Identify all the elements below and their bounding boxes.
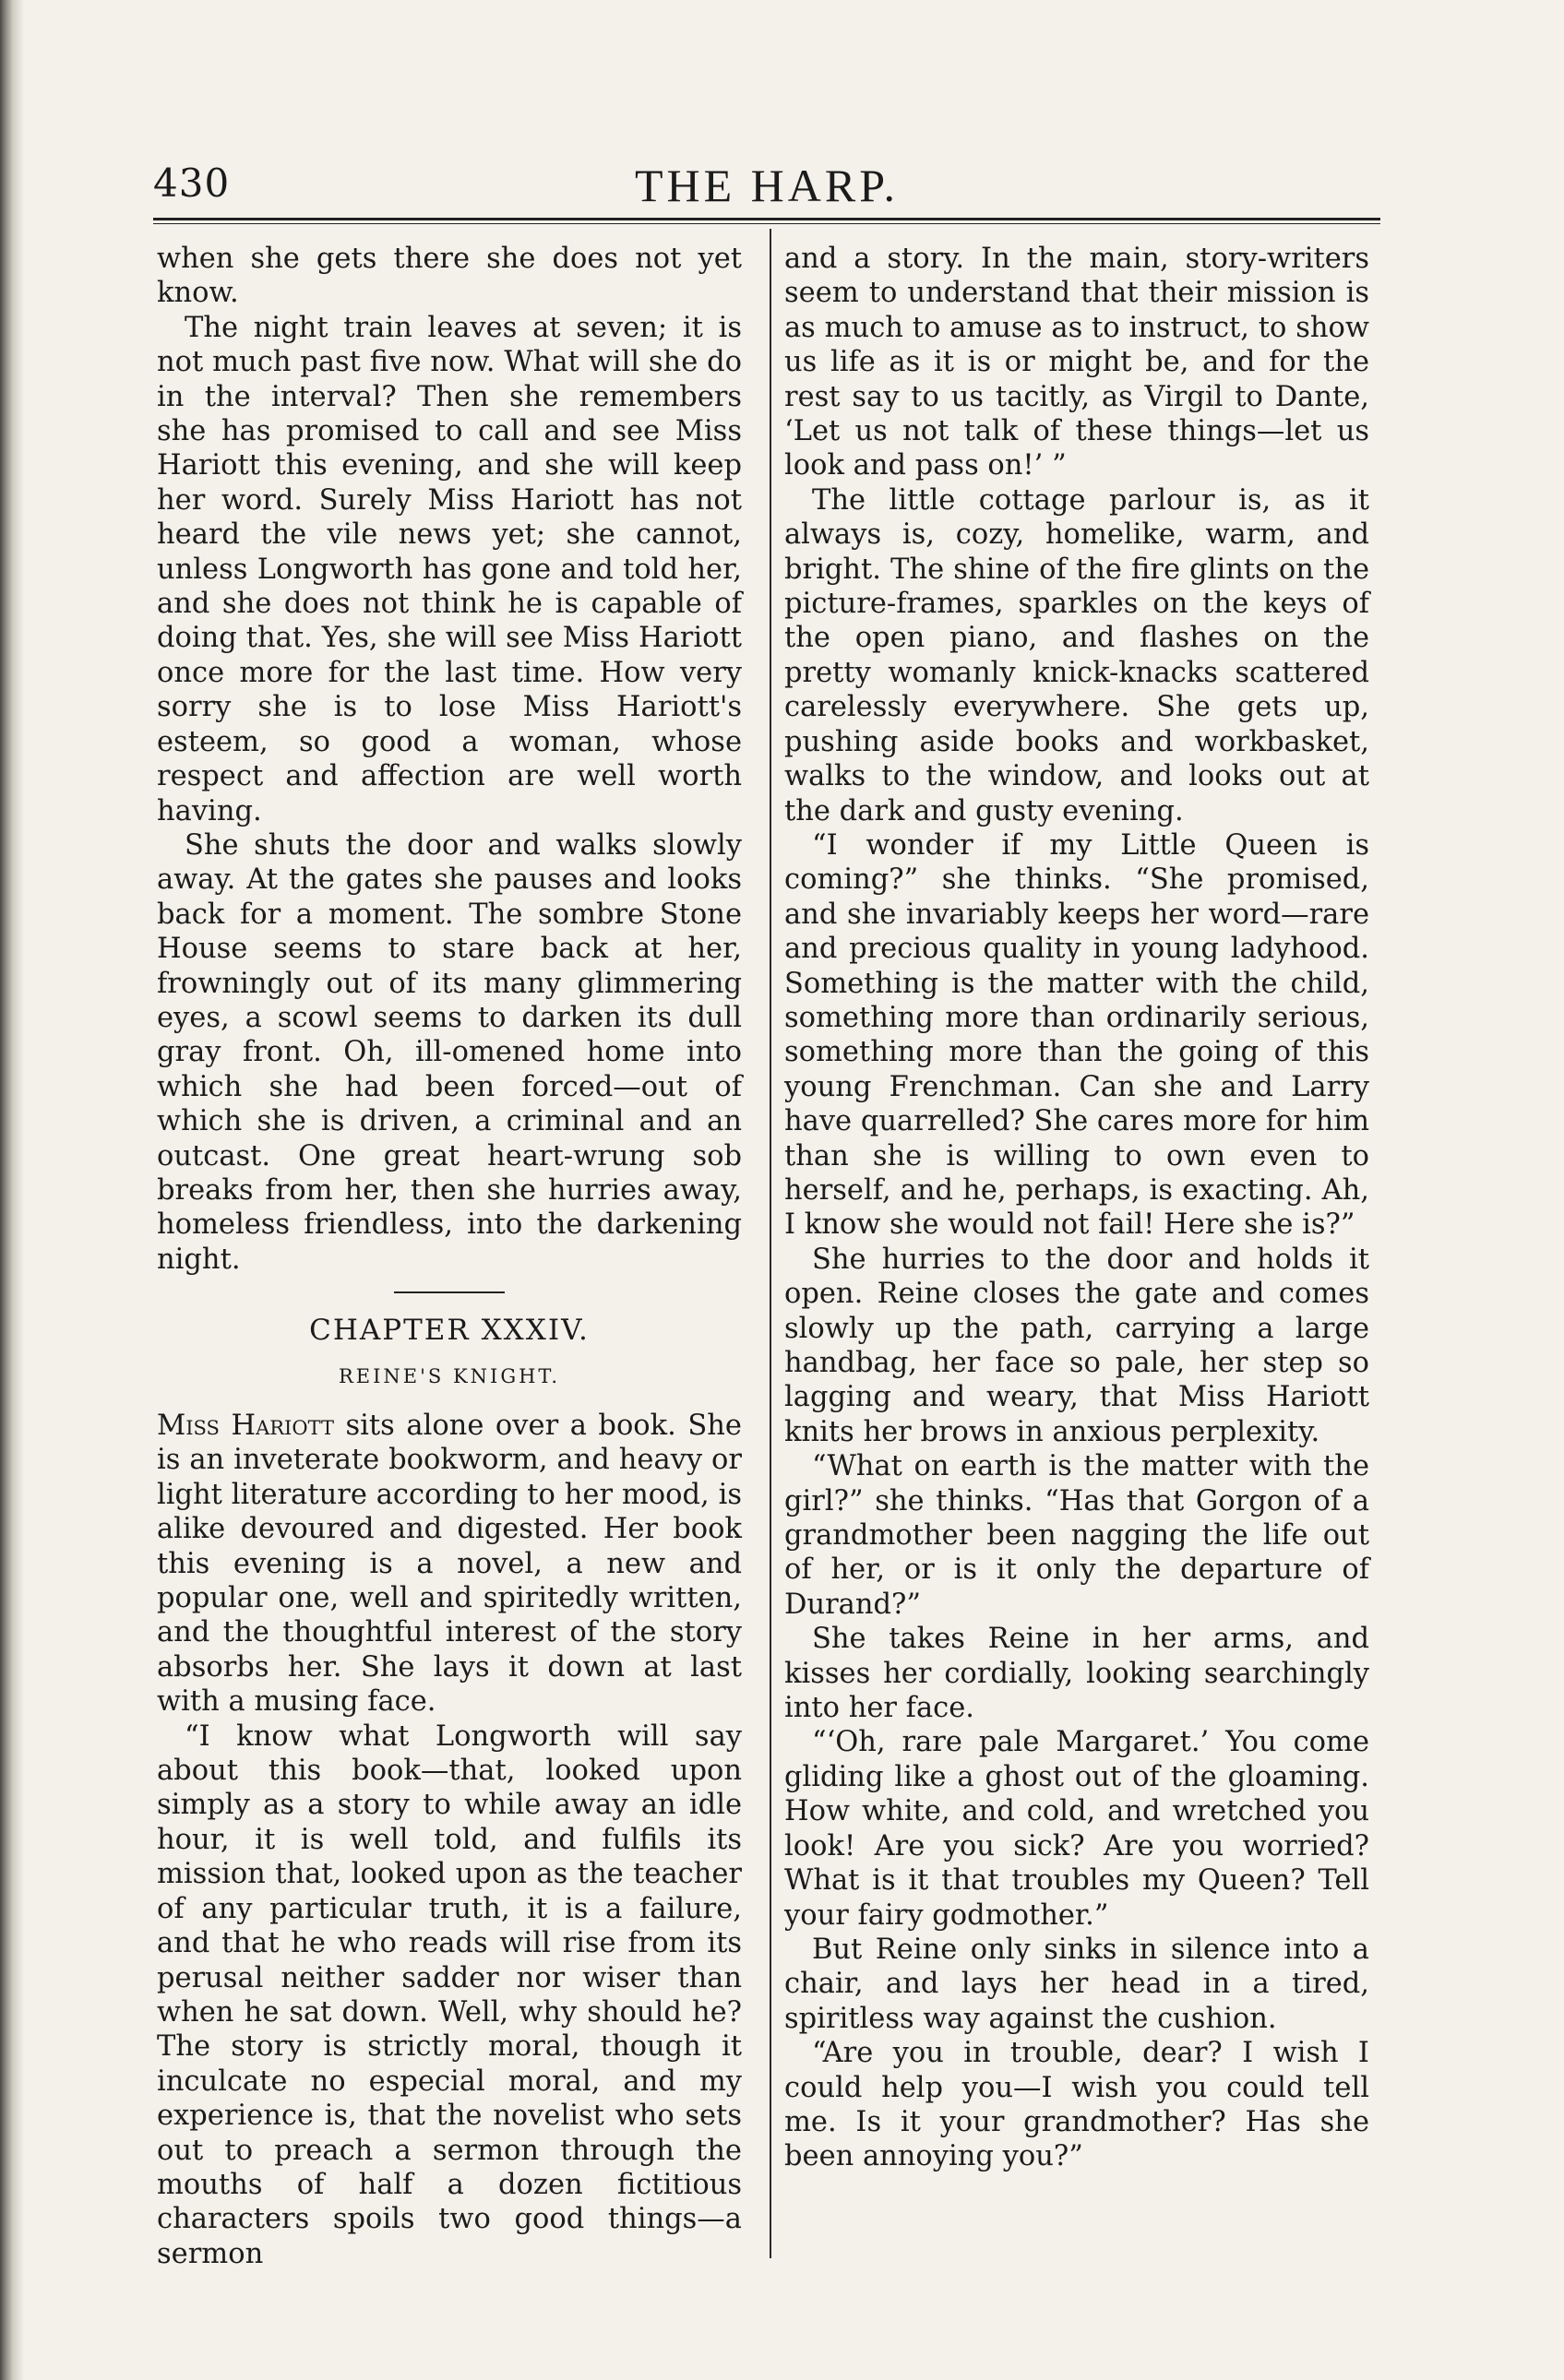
- paragraph: “Are you in trouble, dear? I wish I could help you—I wish you could tell me. Is it your grandmother? Has she been annoying you?”: [784, 2037, 1369, 2173]
- chapter-heading: CHAPTER XXXIV.: [309, 1314, 590, 1348]
- chapter-opening-text: sits alone over a book. She is an inveterate bookworm, and heavy or light literature according to her mood, is alike devoured and digested. Her book this evening is a novel, a new and popular one, well and spiritedly written, and the thoughtful interest of the story absorbs her. She lays it down at last with a musing face.: [157, 1410, 742, 1719]
- paragraph: But Reine only sinks in silence into a chair, and lays her head in a tired, spiritless way against the cushion.: [784, 1933, 1369, 2035]
- chapter-opening-paragraph: [157, 1409, 742, 1720]
- paragraph: The night train leaves at seven; it is not much past five now. What will she do in the interval? Then she remembers she has promised to call and see Miss Hariott this evening, and she will keep her word. Surely Miss Hariott has not heard the vile news yet; she cannot, unless Longworth has gone and told her, and she does not think he is capable of doing that. Yes, she will see Miss Hariott once more for the last time. How very sorry she is to lose Miss Hariott's esteem, so good a woman, whose respect and affection are well worth having.: [157, 311, 742, 827]
- header-double-rule: [153, 218, 1380, 224]
- left-column: [157, 242, 742, 2270]
- chapter-separator-rule: [394, 1291, 505, 1293]
- paragraph: “‘Oh, rare pale Margaret.’ You come gliding like a ghost out of the gloaming. How white, and cold, and wretched you look! Are you sick? Are you worried? What is it that troubles my Queen? Tell your fairy godmother.”: [784, 1726, 1369, 1932]
- right-column: [784, 242, 1369, 2253]
- paragraph: when she gets there she does not yet know.: [157, 243, 742, 310]
- paragraph: The little cottage parlour is, as it always is, cozy, homelike, warm, and bright. The shine of the fire glints on the picture-frames, sparkles on the keys of the open piano, and flashes on the pretty womanly knick-knacks scattered carelessly everywhere. She gets up, pushing aside books and workbasket, walks to the window, and looks out at the dark and gusty evening.: [784, 483, 1369, 827]
- running-title: THE HARP.: [634, 160, 900, 211]
- paragraph: “What on earth is the matter with the girl?” she thinks. “Has that Gorgon of a grandmother been nagging the life out of her, or is it only the departure of Durand?”: [784, 1450, 1369, 1621]
- paragraph: She shuts the door and walks slowly away. At the gates she pauses and looks back for a moment. The sombre Stone House seems to stare back at her, frowningly out of its many glimmering eyes, a scowl seems to darken its dull gray front. Oh, ill-omened home into which she had been forced—out of which she is driven, a criminal and an outcast. One great heart-wrung sob breaks from her, then she hurries away, homeless friendless, into the darkening night.: [157, 828, 742, 1276]
- paragraph: She hurries to the door and holds it open. Reine closes the gate and comes slowly up the path, carrying a large handbag, her face so pale, her step so lagging and weary, that Miss Hariott knits her brows in anxious perplexity.: [784, 1243, 1369, 1448]
- page-header: [153, 159, 1380, 214]
- page-number: 430: [153, 161, 231, 206]
- paragraph: “I wonder if my Little Queen is coming?” she thinks. “She promised, and she invariably keeps her word—rare and precious quality in young ladyhood. Something is the matter with the child, something more than ordinarily serious, something more than the going of this young Frenchman. Can she and Larry have quarrelled? She cares more for him than she is willing to own even to herself, and he, perhaps, is exacting. Ah, I know she would not fail! Here she is?”: [784, 828, 1369, 1242]
- page-binding-shadow: [0, 0, 24, 2380]
- paragraph: She takes Reine in her arms, and kisses her cordially, looking searchingly into her face.: [784, 1623, 1369, 1725]
- chapter-opening-smallcaps: Miss Hariott: [157, 1410, 334, 1442]
- column-divider: [770, 229, 771, 2258]
- chapter-subtitle: REINE'S KNIGHT.: [338, 1364, 561, 1387]
- paragraph: and a story. In the main, story-writers seem to understand that their mission is as much to amuse as to instruct, to show us life as it is or might be, and for the rest say to us tacitly, as Virgil to Dante, ‘Let us not talk of these things—let us look and pass on!’ ”: [784, 243, 1369, 482]
- paragraph: “I know what Longworth will say about this book—that, looked upon simply as a story to while away an idle hour, it is well told, and fulfils its mission that, looked upon as the teacher of any particular truth, it is a failure, and that he who reads will rise from its perusal neither sadder nor wiser than when he sat down. Well, why should he? The story is strictly moral, though it inculcate no especial moral, and my experience is, that the novelist who sets out to preach a sermon through the mouths of half a dozen fictitious characters spoils two good things—a sermon: [157, 1720, 742, 2270]
